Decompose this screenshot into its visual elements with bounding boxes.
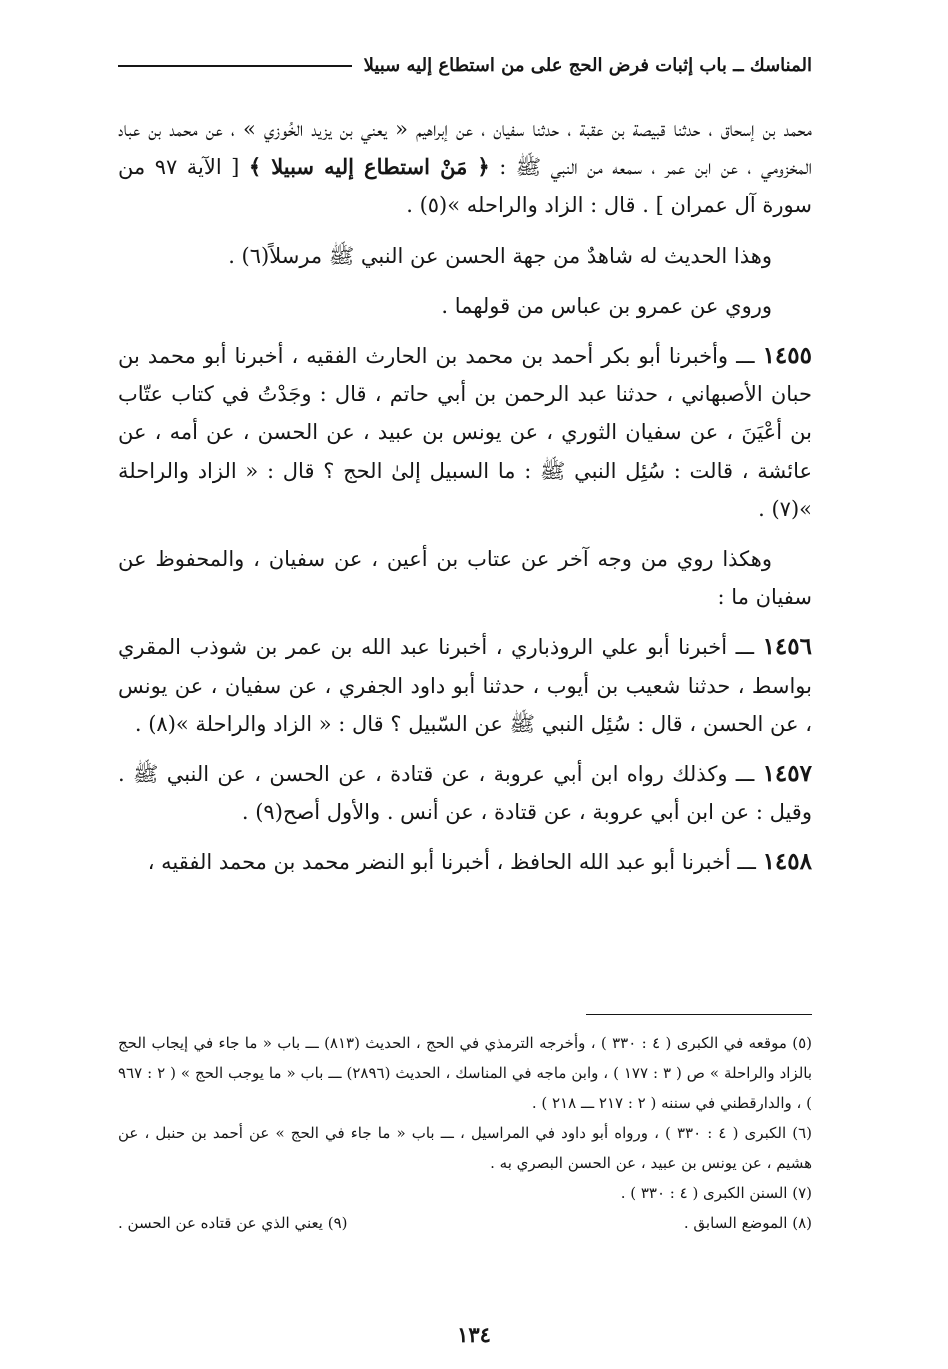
footnote-divider	[586, 1014, 812, 1015]
header-rule	[118, 65, 352, 67]
hadith-number: ١٤٥٥	[762, 342, 812, 370]
hadith-1457	[118, 755, 812, 831]
main-text	[118, 110, 812, 894]
paragraph-commentary: وهكذا روي من وجه آخر عن عتاب بن أعين ، عن سفيان ، والمحفوظ عن سفيان ما :	[118, 547, 812, 610]
paragraph-hadith-continuation	[118, 110, 812, 225]
footnotes	[118, 1028, 812, 1238]
paragraph-commentary: وروي عن عمرو بن عباس من قولهما .	[441, 293, 772, 318]
hadith-text: ـــ أخبرنا أبو علي الروذباري ، أخبرنا عبد الله بن عمر بن شوذب المقري بواسط ، حدثنا شعيب بن أيوب ، حدثنا أبو داود الجفري ، عن سفيان ، عن يونس ، عن الحسن ، قال : سُئِل النبي ﷺ عن السّبيل ؟ قال : « الزاد والراحلة »(٨) .	[118, 635, 812, 736]
hadith-text: ـــ وأخبرنا أبو بكر أحمد بن محمد بن الحارث الفقيه ، أخبرنا أبو محمد بن حبان الأصبهاني ، حدثنا عبد الرحمن بن أبي حاتم ، قال : وجَدْتُ في كتاب عتّاب بن أعْيَنَ ، عن سفيان الثوري ، عن يونس بن عبيد ، عن الحسن ، عن أمه ، عن عائشة ، قالت : سُئِل النبي ﷺ : ما السبيل إلىٰ الحج ؟ قال : « الزاد والراحلة »(٧) .	[118, 344, 812, 521]
hadith-text: ـــ وكذلك رواه ابن أبي عروبة ، عن قتادة ، عن الحسن ، عن النبي ﷺ . وقيل : عن ابن أبي عروبة ، عن قتادة ، عن أنس . والأول أصح(٩) .	[118, 762, 812, 825]
hadith-number: ١٤٥٨	[762, 848, 812, 876]
paragraph-text: [ الآية ٩٧ من سورة آل عمران ] . قال : الزاد والراحله »(٥) .	[118, 155, 812, 218]
footnote-5: (٥) موقعه في الكبرى ( ٤ : ٣٣٠ ) ، وأخرجه الترمذي في الحج ، الحديث (٨١٣) ـــ باب « ما جاء في إيجاب الحج بالزاد والراحلة » ص ( ٣ : ١٧٧ ) ، وابن ماجه في المناسك ، الحديث (٢٨٩٦) ـــ باب « ما يوجب الحج » ( ٢ : ٩٦٧ ) ، والدارقطني في سننه ( ٢ : ٢١٧ ـــ ٢١٨ ) .	[118, 1034, 813, 1112]
hadith-1458	[118, 843, 812, 881]
footnote-9: (٩) يعني الذي عن قتاده عن الحسن .	[118, 1214, 348, 1232]
page-header	[118, 55, 812, 76]
footnote-6: (٦) الكبرى ( ٤ : ٣٣٠ ) ، ورواه أبو داود في المراسيل ، ـــ باب « ما جاء في الحج » عن أحمد بن حنبل ، عن هشيم ، عن يونس بن عبيد ، عن الحسن البصري به .	[118, 1124, 812, 1172]
running-head: المناسك ــ باب إثبات فرض الحج على من استطاع إليه سبيلا	[363, 55, 812, 76]
hadith-1455	[118, 337, 812, 528]
page-number: ١٣٤	[457, 1322, 491, 1347]
hadith-number: ١٤٥٦	[762, 633, 812, 661]
footnote-row	[118, 1208, 812, 1238]
paragraph-commentary: وهذا الحديث له شاهدٌ من جهة الحسن عن النبي ﷺ مرسلاً(٦) .	[228, 243, 772, 268]
hadith-number: ١٤٥٧	[762, 760, 812, 788]
paragraph-text: محمد بن إسحاق ، حدثنا قبيصة بن عقبة ، حدثنا سفيان ، عن إبراهيم « يعني بن يزيد الخُوزي » ، عن محمد بن عباد المخزومي ، عن ابن عمر ، سمعه من النبي ﷺ :	[118, 117, 813, 180]
hadith-1456	[118, 628, 812, 743]
hadith-text: ـــ أخبرنا أبو عبد الله الحافظ ، أخبرنا أبو النضر محمد بن محمد الفقيه ،	[147, 850, 763, 875]
quran-quote: ﴿ مَنْ استطاع إليه سبيلا ﴾	[248, 154, 490, 180]
footnote-8: (٨) الموضع السابق .	[683, 1214, 812, 1232]
footnote-7: (٧) السنن الكبرى ( ٤ : ٣٣٠ ) .	[620, 1184, 812, 1202]
